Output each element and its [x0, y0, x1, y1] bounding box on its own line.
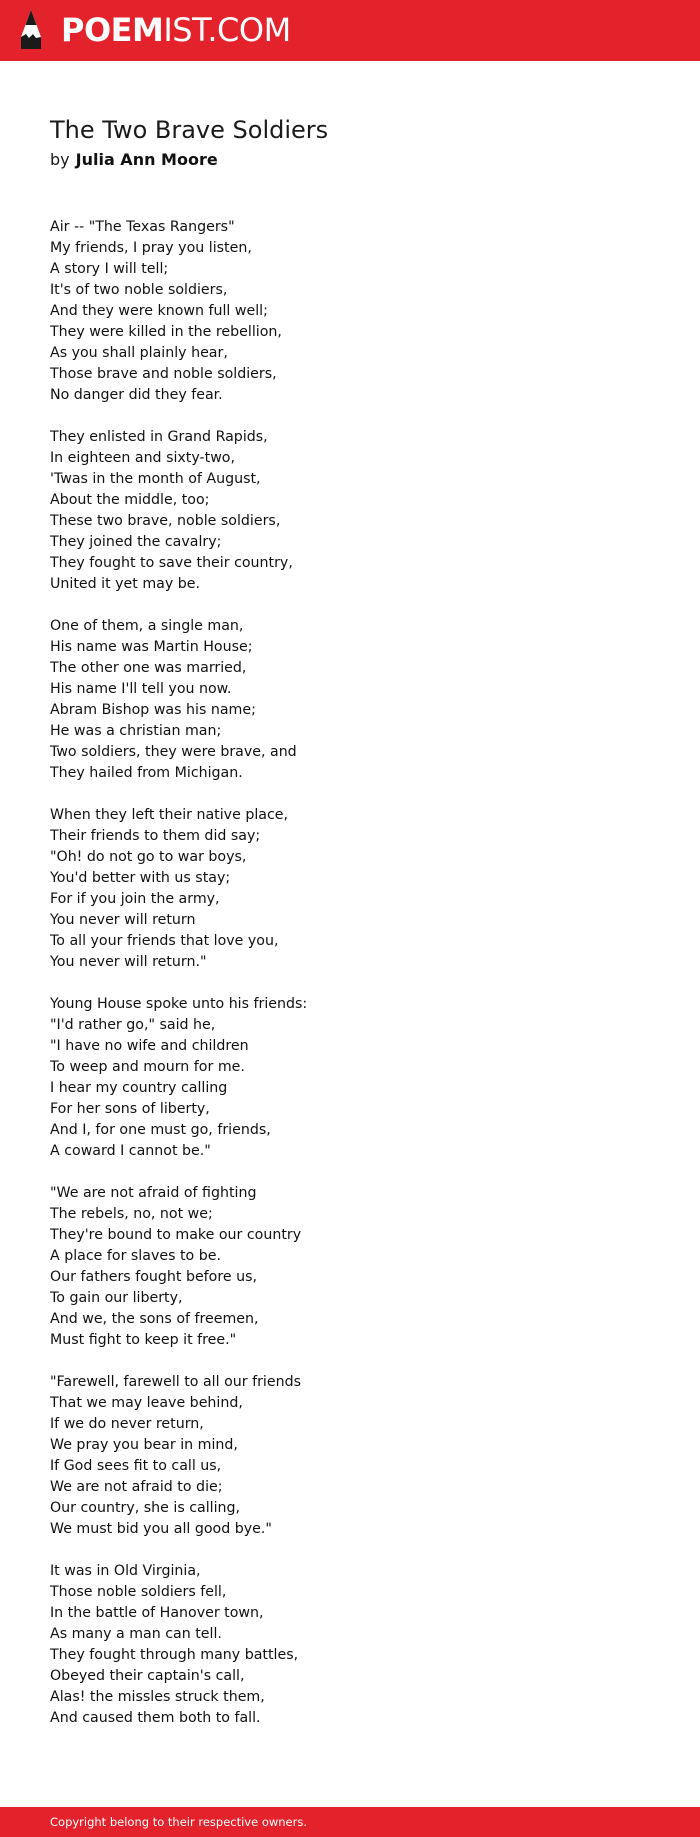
poem-line: Alas! the missles struck them,: [50, 1689, 265, 1705]
poem-line: You never will return: [50, 912, 196, 928]
poem-line: Those noble soldiers fell,: [50, 1584, 227, 1600]
byline: [50, 148, 650, 172]
poem-line: A coward I cannot be.": [50, 1143, 211, 1159]
logo-text-bold: POEM: [61, 11, 164, 49]
poem-line: To weep and mourn for me.: [50, 1059, 245, 1075]
poem-line: Obeyed their captain's call,: [50, 1668, 245, 1684]
poem-stanza: [50, 1183, 650, 1351]
poem-line: It's of two noble soldiers,: [50, 282, 228, 298]
poem-line: As you shall plainly hear,: [50, 345, 228, 361]
poem-line: They were killed in the rebellion,: [50, 324, 282, 340]
poem-content: [50, 114, 650, 1750]
poem-line: In the battle of Hanover town,: [50, 1605, 264, 1621]
poem-stanza: [50, 217, 650, 406]
poem-line: They hailed from Michigan.: [50, 765, 243, 781]
poem-line: Our country, she is calling,: [50, 1500, 241, 1516]
poem-line: For if you join the army,: [50, 891, 220, 907]
poem-line: His name was Martin House;: [50, 639, 253, 655]
poem-line: A story I will tell;: [50, 261, 169, 277]
poem-line: Abram Bishop was his name;: [50, 702, 256, 718]
poem-stanza: [50, 805, 650, 973]
poem-line: And they were known full well;: [50, 303, 268, 319]
copyright-notice: Copyright belong to their respective owners.: [50, 1815, 308, 1829]
poem-line: "Farewell, farewell to all our friends: [50, 1374, 301, 1390]
poem-line: "I have no wife and children: [50, 1038, 249, 1054]
poem-line: "Oh! do not go to war boys,: [50, 849, 247, 865]
poem-line: They fought to save their country,: [50, 555, 293, 571]
poem-line: If God sees fit to call us,: [50, 1458, 222, 1474]
poem-line: Must fight to keep it free.": [50, 1332, 237, 1348]
poem-line: I hear my country calling: [50, 1080, 228, 1096]
poem-line: The rebels, no, not we;: [50, 1206, 213, 1222]
top-bar: [0, 0, 700, 61]
poem-line: It was in Old Virginia,: [50, 1563, 201, 1579]
poem-line: They fought through many battles,: [50, 1647, 299, 1663]
poem-line: They're bound to make our country: [50, 1227, 302, 1243]
footer-bar: [0, 1807, 700, 1837]
poem-line: We must bid you all good bye.": [50, 1521, 272, 1537]
poem-line: Those brave and noble soldiers,: [50, 366, 277, 382]
poem-line: About the middle, too;: [50, 492, 210, 508]
poem-line: Young House spoke unto his friends:: [50, 996, 308, 1012]
poem-title: The Two Brave Soldiers: [50, 116, 329, 144]
poem-line: United it yet may be.: [50, 576, 201, 592]
poem-line: As many a man can tell.: [50, 1626, 222, 1642]
poem-line: These two brave, noble soldiers,: [50, 513, 281, 529]
poem-line: In eighteen and sixty-two,: [50, 450, 235, 466]
pencil-tip-icon: [18, 9, 44, 51]
poem-line: You'd better with us stay;: [50, 870, 231, 886]
author-name: Julia Ann Moore: [75, 150, 218, 169]
poem-line: They enlisted in Grand Rapids,: [50, 429, 268, 445]
poem-line: The other one was married,: [50, 660, 247, 676]
poem-line: We are not afraid to die;: [50, 1479, 223, 1495]
poem-line: They joined the cavalry;: [50, 534, 222, 550]
poem-stanza: [50, 1372, 650, 1540]
poem-stanza: [50, 994, 650, 1162]
poem-line: And caused them both to fall.: [50, 1710, 261, 1726]
poem-line: Our fathers fought before us,: [50, 1269, 258, 1285]
poem-line: And I, for one must go, friends,: [50, 1122, 271, 1138]
poem-stanza: [50, 1561, 650, 1729]
poem-body: [50, 217, 650, 1729]
logo-text: [61, 9, 291, 51]
poem-line: That we may leave behind,: [50, 1395, 243, 1411]
poem-line: You never will return.": [50, 954, 207, 970]
poem-line: To all your friends that love you,: [50, 933, 279, 949]
poem-line: His name I'll tell you now.: [50, 681, 232, 697]
site-logo[interactable]: [18, 9, 291, 51]
poem-line: When they left their native place,: [50, 807, 289, 823]
poem-line: 'Twas in the month of August,: [50, 471, 261, 487]
poem-line: Their friends to them did say;: [50, 828, 261, 844]
logo-text-light: IST.COM: [163, 11, 291, 49]
poem-line: And we, the sons of freemen,: [50, 1311, 259, 1327]
poem-line: My friends, I pray you listen,: [50, 240, 252, 256]
poem-line: "I'd rather go," said he,: [50, 1017, 216, 1033]
poem-line: "We are not afraid of fighting: [50, 1185, 257, 1201]
poem-line: To gain our liberty,: [50, 1290, 183, 1306]
poem-line: No danger did they fear.: [50, 387, 223, 403]
poem-stanza: [50, 427, 650, 595]
poem-line: A place for slaves to be.: [50, 1248, 221, 1264]
poem-line: One of them, a single man,: [50, 618, 244, 634]
poem-line: If we do never return,: [50, 1416, 204, 1432]
poem-stanza: [50, 616, 650, 784]
poem-line: For her sons of liberty,: [50, 1101, 210, 1117]
poem-line: Air -- "The Texas Rangers": [50, 219, 235, 235]
poem-line: He was a christian man;: [50, 723, 222, 739]
poem-line: We pray you bear in mind,: [50, 1437, 238, 1453]
poem-line: Two soldiers, they were brave, and: [50, 744, 297, 760]
by-label: by: [50, 150, 70, 169]
